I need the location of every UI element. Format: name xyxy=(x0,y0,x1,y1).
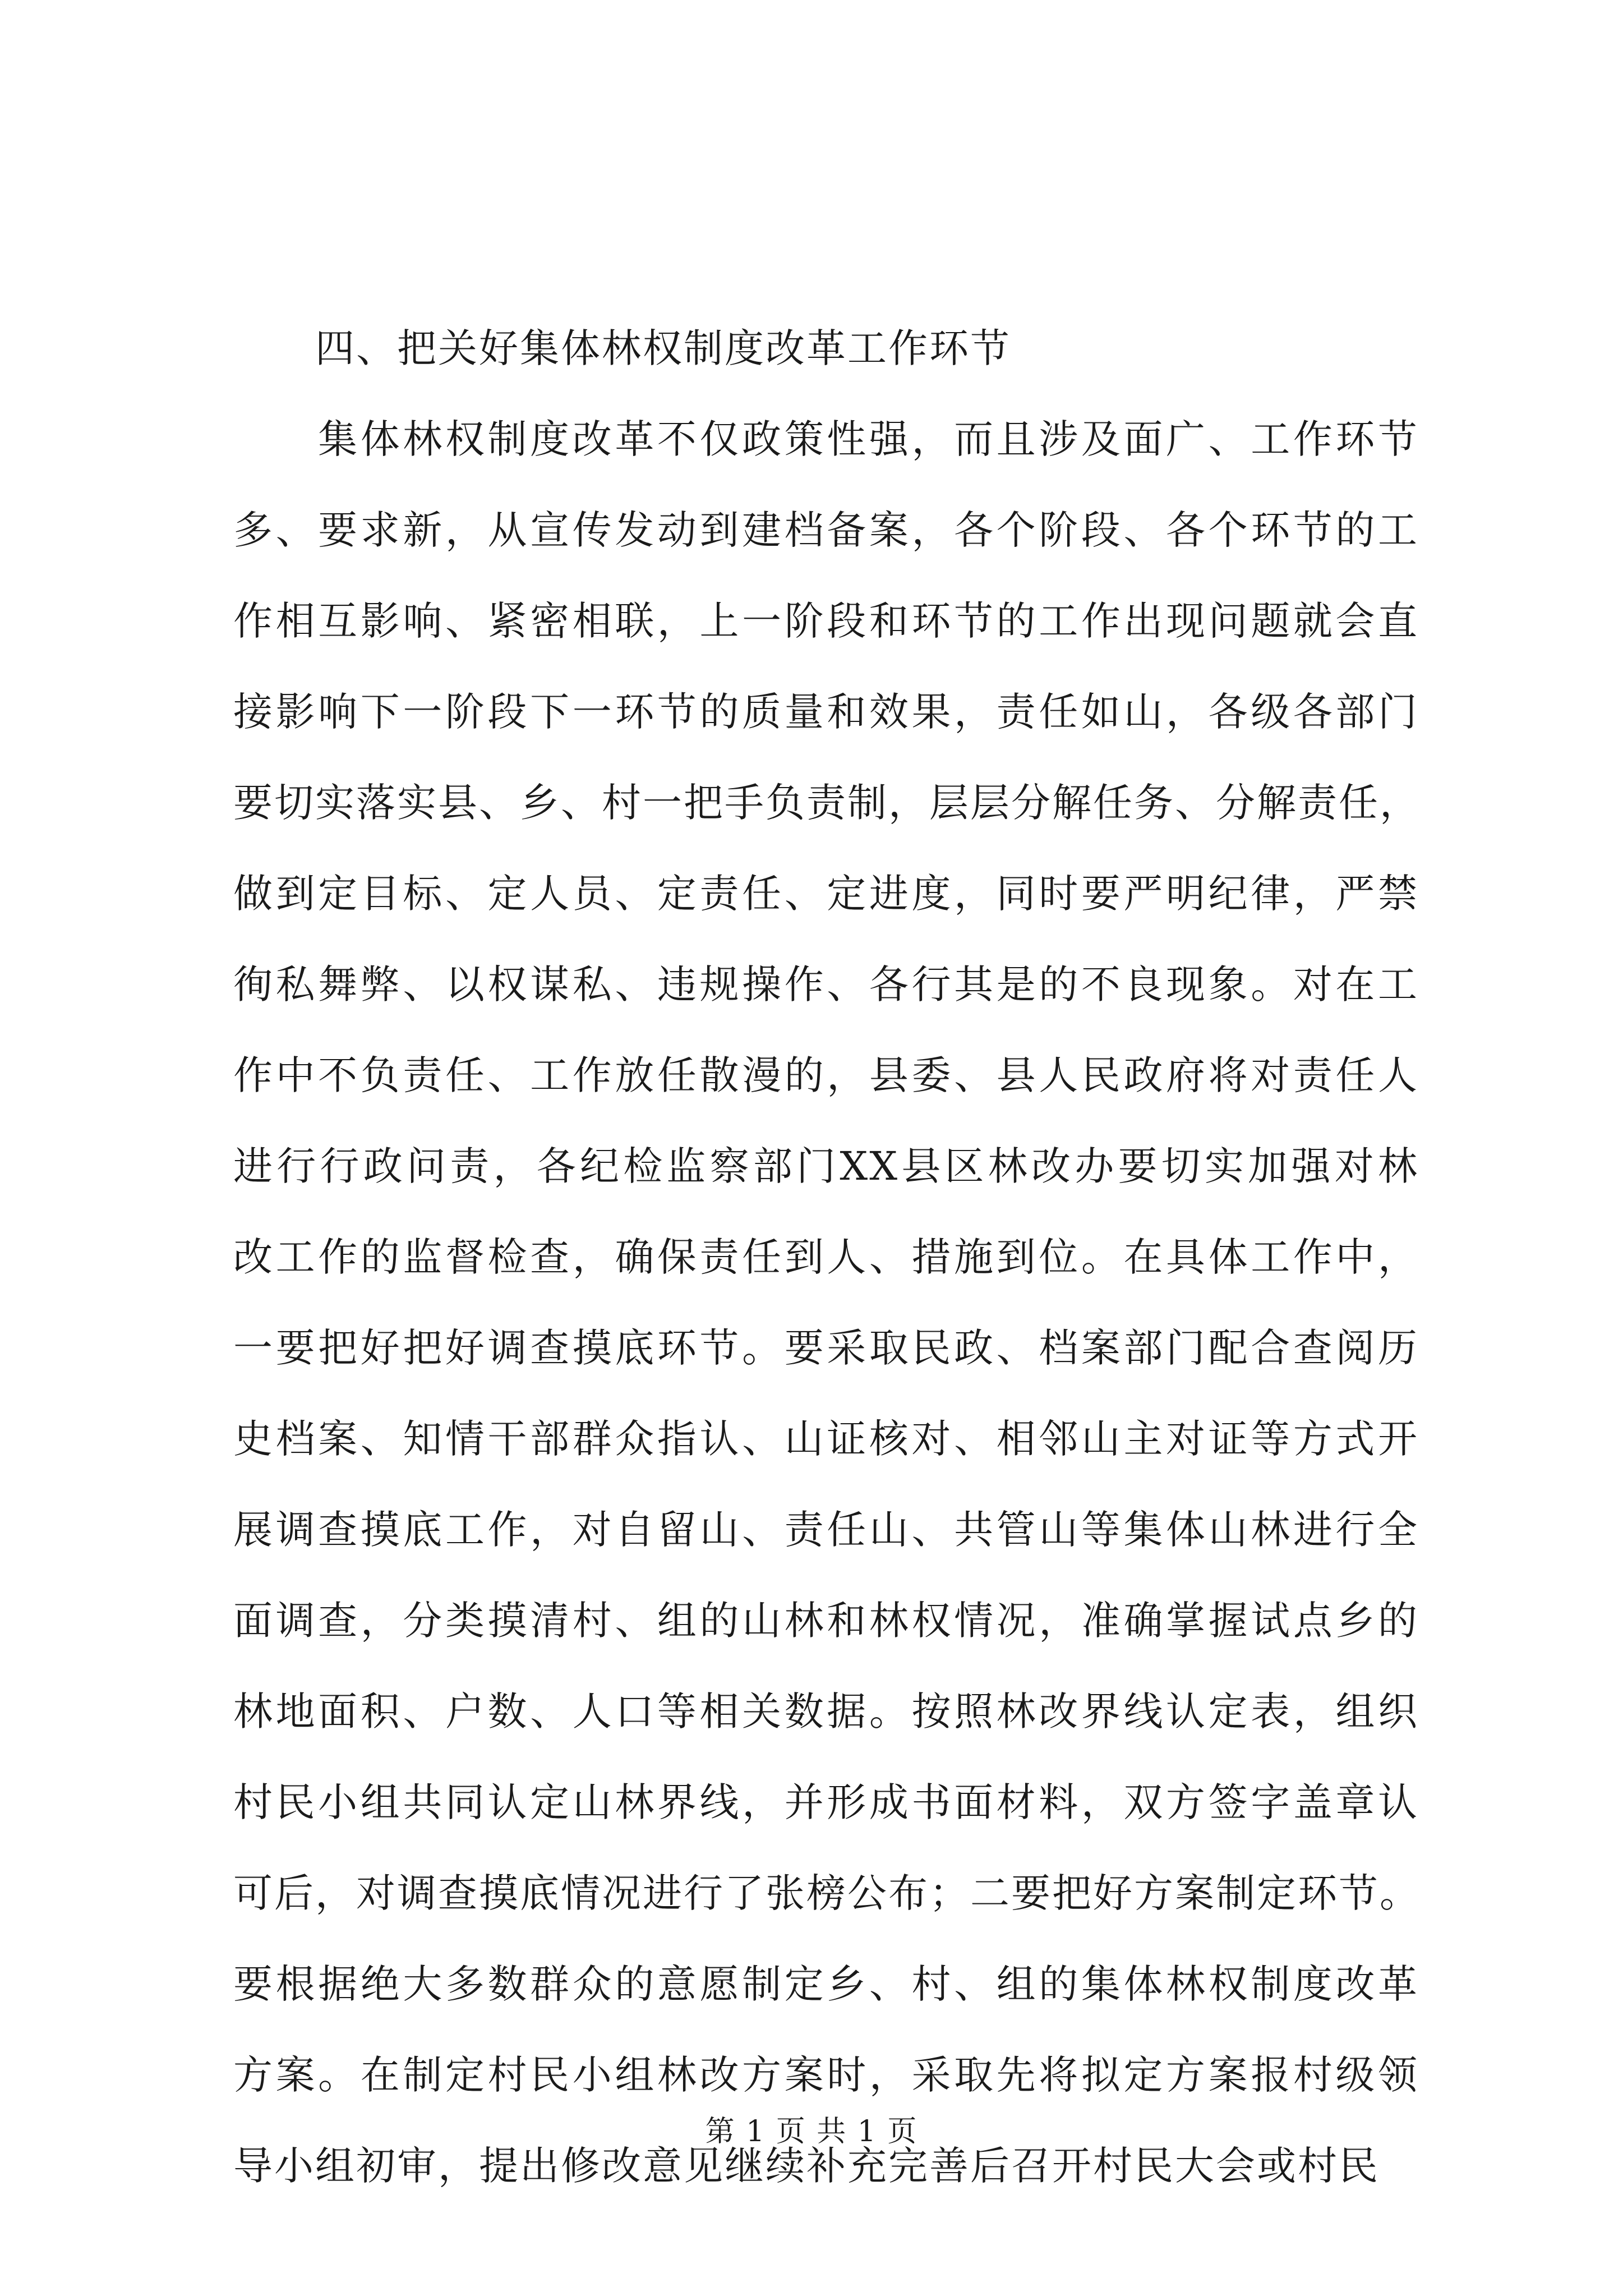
paragraph-line: 接影响下一阶段下一环节的质量和效果，责任如山，各级各部门 xyxy=(233,689,1419,735)
paragraph-line: 一要把好把好调查摸底环节。要采取民政、档案部门配合查阅历 xyxy=(233,1325,1419,1371)
page-number-footer: 第 1 页 共 1 页 xyxy=(705,2115,918,2148)
paragraph-line: 方案。在制定村民小组林改方案时，采取先将拟定方案报村级领 xyxy=(233,2052,1419,2098)
paragraph-line: 徇私舞弊、以权谋私、违规操作、各行其是的不良现象。对在工 xyxy=(233,961,1419,1007)
paragraph-line: 多、要求新，从宣传发动到建档备案，各个阶段、各个环节的工 xyxy=(233,507,1419,553)
paragraph-line: 作相互影响、紧密相联，上一阶段和环节的工作出现问题就会直 xyxy=(233,598,1419,644)
document-body xyxy=(233,303,1419,2211)
section-heading: 四、把关好集体林权制度改革工作环节 xyxy=(233,325,1011,371)
paragraph-line: 做到定目标、定人员、定责任、定进度，同时要严明纪律，严禁 xyxy=(233,871,1419,917)
paragraph-line: 林地面积、户数、人口等相关数据。按照林改界线认定表，组织 xyxy=(233,1688,1419,1734)
paragraph-line: 改工作的监督检查，确保责任到人、措施到位。在具体工作中， xyxy=(233,1234,1419,1280)
paragraph-line: 要根据绝大多数群众的意愿制定乡、村、组的集体林权制度改革 xyxy=(233,1961,1419,2007)
paragraph-line: 史档案、知情干部群众指认、山证核对、相邻山主对证等方式开 xyxy=(233,1416,1419,1462)
paragraph-line: 可后，对调查摸底情况进行了张榜公布；二要把好方案制定环节。 xyxy=(233,1870,1421,1916)
paragraph-line: 进行行政问责，各纪检监察部门XX县区林改办要切实加强对林 xyxy=(233,1143,1419,1189)
paragraph-line: 作中不负责任、工作放任散漫的，县委、县人民政府将对责任人 xyxy=(233,1052,1419,1098)
paragraph-line: 集体林权制度改革不仅政策性强，而且涉及面广、工作环节 xyxy=(233,416,1419,462)
paragraph-line: 村民小组共同认定山林界线，并形成书面材料，双方签字盖章认 xyxy=(233,1779,1419,1825)
paragraph-line: 要切实落实县、乡、村一把手负责制，层层分解任务、分解责任， xyxy=(233,780,1421,826)
paragraph-line: 面调查，分类摸清村、组的山林和林权情况，准确掌握试点乡的 xyxy=(233,1598,1419,1644)
paragraph-line: 导小组初审，提出修改意见继续补充完善后召开村民大会或村民 xyxy=(233,2143,1380,2189)
paragraph-line: 展调查摸底工作，对自留山、责任山、共管山等集体山林进行全 xyxy=(233,1507,1419,1553)
